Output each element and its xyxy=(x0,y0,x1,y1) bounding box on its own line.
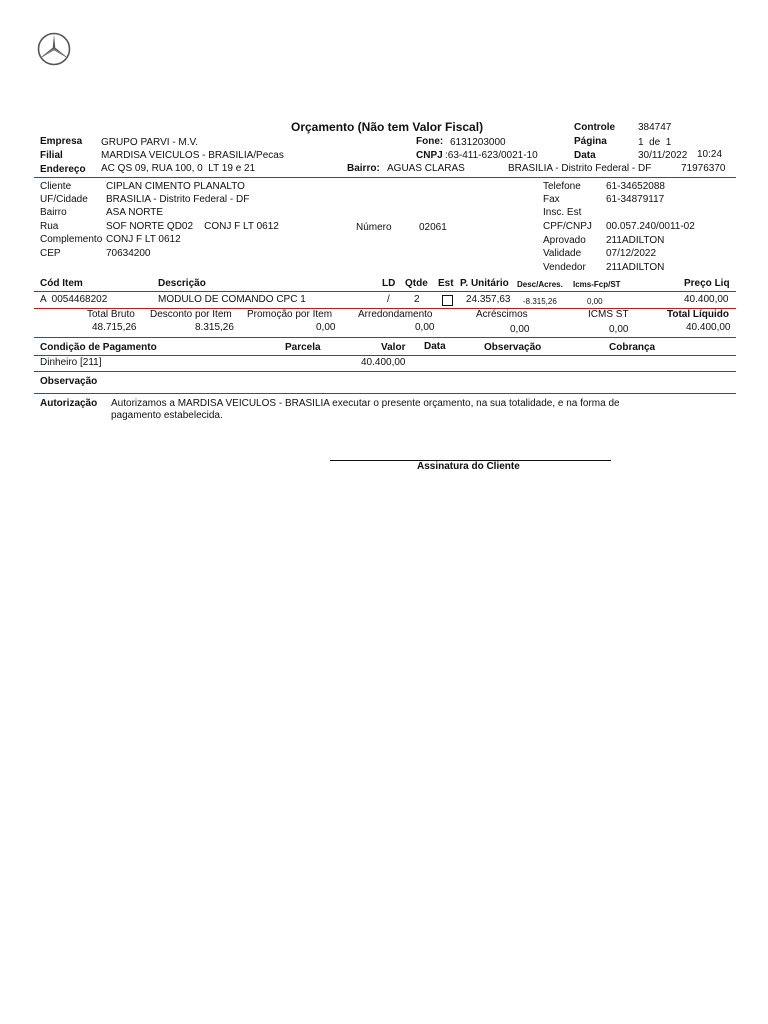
acrescimos-value: 0,00 xyxy=(510,324,530,335)
item-descricao: MODULO DE COMANDO CPC 1 xyxy=(158,294,306,305)
col-desc-acres: Desc/Acres. xyxy=(517,280,563,289)
numero-label: Número xyxy=(356,222,392,233)
total-bruto-value: 48.715,26 xyxy=(92,322,137,333)
endereco-value: AC QS 09, RUA 100, 0 LT 19 e 21 xyxy=(101,163,256,174)
cep-client-value: 70634200 xyxy=(106,248,151,259)
aprovado-value: 211ADILTON xyxy=(606,235,665,246)
uf-value: BRASILIA - Distrito Federal - DF xyxy=(106,194,250,205)
divider xyxy=(34,337,736,338)
acrescimos-label: Acréscimos xyxy=(476,309,528,320)
item-punit: 24.357,63 xyxy=(466,294,511,305)
cnpj-value: :63-411-623/0021-10 xyxy=(445,150,538,161)
validade-value: 07/12/2022 xyxy=(606,248,657,259)
controle-label: Controle xyxy=(574,122,616,133)
insc-label: Insc. Est xyxy=(543,207,582,218)
autorizacao-label: Autorização xyxy=(40,398,98,409)
vendedor-label: Vendedor xyxy=(543,262,586,273)
mercedes-star-icon xyxy=(37,32,71,66)
bairro-client-value: ASA NORTE xyxy=(106,207,164,218)
item-qtde: 2 xyxy=(414,294,420,305)
icms-st-value: 0,00 xyxy=(609,324,629,335)
col-preco: Preço Liq xyxy=(684,278,730,289)
cpf-label: CPF/CNPJ xyxy=(543,221,592,232)
desconto-label: Desconto por Item xyxy=(150,309,232,320)
numero-value: 02061 xyxy=(419,222,447,233)
item-ld: / xyxy=(387,294,390,305)
complemento-value: CONJ F LT 0612 xyxy=(106,234,181,245)
est-checkbox[interactable] xyxy=(442,295,453,306)
promocao-value: 0,00 xyxy=(316,322,336,333)
uf-label: UF/Cidade xyxy=(40,194,88,205)
col-est: Est xyxy=(438,278,454,289)
total-bruto-label: Total Bruto xyxy=(87,309,135,320)
cliente-label: Cliente xyxy=(40,181,72,192)
fax-value: 61-34879117 xyxy=(606,194,665,205)
cliente-value: CIPLAN CIMENTO PLANALTO xyxy=(106,181,245,192)
signature-label: Assinatura do Cliente xyxy=(417,461,520,472)
col-ld: LD xyxy=(382,278,396,289)
empresa-label: Empresa xyxy=(40,136,83,147)
cnpj-label: CNPJ xyxy=(416,150,443,161)
col-icms: Icms-Fcp/ST xyxy=(573,280,621,289)
autorizacao-text-2: pagamento estabelecida. xyxy=(111,410,223,421)
filial-label: Filial xyxy=(40,150,63,161)
pagamento-valor: 40.400,00 xyxy=(361,357,406,368)
total-liquido-label: Total Líquido xyxy=(667,309,730,320)
item-desc-acres: -8.315,26 xyxy=(523,297,557,306)
col-cod: Cód Item xyxy=(40,278,83,289)
telefone-value: 61-34652088 xyxy=(606,181,665,192)
rua-label: Rua xyxy=(40,221,59,232)
filial-value: MARDISA VEICULOS - BRASILIA/Pecas xyxy=(101,150,284,161)
pagamento-cond: Dinheiro [211] xyxy=(40,357,102,368)
divider xyxy=(34,393,736,394)
promocao-label: Promoção por Item xyxy=(247,309,333,320)
bairro-value: AGUAS CLARAS xyxy=(387,163,465,174)
fone-label: Fone: xyxy=(416,136,444,147)
item-preco: 40.400,00 xyxy=(684,294,729,305)
cobranca-label: Cobrança xyxy=(609,342,656,353)
pagina-value: 1 de 1 xyxy=(638,137,672,148)
fax-label: Fax xyxy=(543,194,560,205)
aprovado-label: Aprovado xyxy=(543,235,586,246)
telefone-label: Telefone xyxy=(543,181,581,192)
desconto-value: 8.315,26 xyxy=(195,322,234,333)
empresa-value: GRUPO PARVI - M.V. xyxy=(101,137,199,148)
bairro-client-label: Bairro xyxy=(40,207,67,218)
item-cod: A 0054468202 xyxy=(40,294,108,305)
arredondamento-value: 0,00 xyxy=(415,322,435,333)
divider xyxy=(34,291,736,292)
controle-value: 384747 xyxy=(638,122,672,133)
data-pay-label: Data xyxy=(424,341,446,352)
page-title: Orçamento (Não tem Valor Fiscal) xyxy=(291,120,484,134)
autorizacao-text-1: Autorizamos a MARDISA VEICULOS - BRASILIA executar o presente orçamento, na sua totalidade, e na forma de xyxy=(111,398,620,409)
observacao-label: Observação xyxy=(40,376,98,387)
col-qtde: Qtde xyxy=(405,278,428,289)
col-descricao: Descrição xyxy=(158,278,206,289)
endereco-label: Endereço xyxy=(40,164,86,175)
pagina-label: Página xyxy=(574,136,607,147)
cpf-value: 00.057.240/0011-02 xyxy=(606,221,695,232)
cep-value: 71976370 xyxy=(681,163,726,174)
valor-label: Valor xyxy=(381,342,406,353)
cidade-value: BRASILIA - Distrito Federal - DF xyxy=(508,163,652,174)
bairro-label: Bairro: xyxy=(347,163,380,174)
divider xyxy=(34,371,736,372)
data-value: 30/11/2022 xyxy=(638,150,688,161)
icms-st-label: ICMS ST xyxy=(588,309,629,320)
observacao-pay-label: Observação xyxy=(484,342,542,353)
parcela-label: Parcela xyxy=(285,342,321,353)
rua-value: SOF NORTE QD02 CONJ F LT 0612 xyxy=(106,221,279,232)
data-label: Data xyxy=(574,150,596,161)
divider xyxy=(34,355,736,356)
col-punit: P. Unitário xyxy=(460,278,509,289)
fone-value: 6131203000 xyxy=(450,137,506,148)
arredondamento-label: Arredondamento xyxy=(358,309,433,320)
divider xyxy=(34,177,736,178)
vendedor-value: 211ADILTON xyxy=(606,262,665,273)
item-icms: 0,00 xyxy=(587,297,603,306)
cep-label: CEP xyxy=(40,248,61,259)
complemento-label: Complemento xyxy=(40,234,103,245)
condicao-pagamento-label: Condição de Pagamento xyxy=(40,342,157,353)
validade-label: Validade xyxy=(543,248,582,259)
total-liquido-value: 40.400,00 xyxy=(686,322,731,333)
hora-value: 10:24 xyxy=(697,149,723,160)
